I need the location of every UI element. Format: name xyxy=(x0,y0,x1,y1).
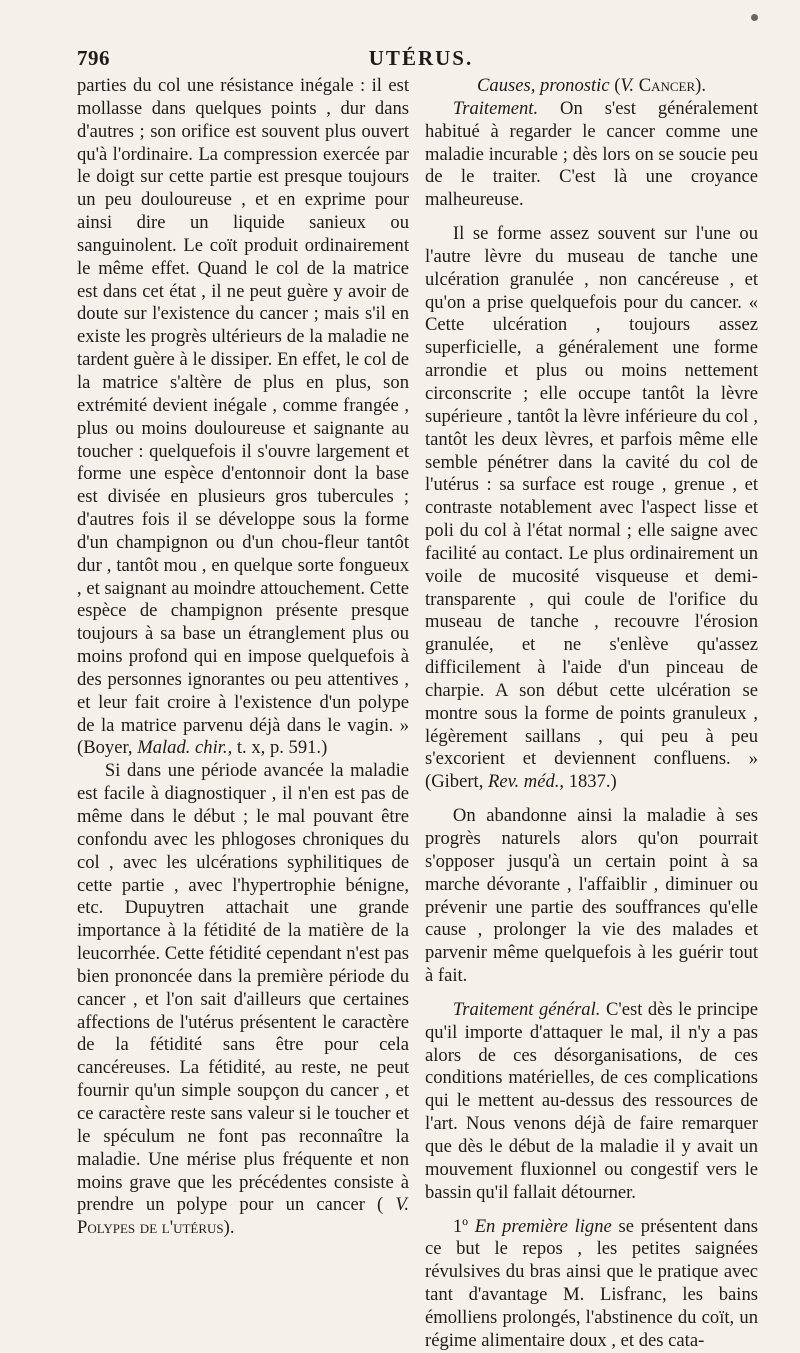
citation-rest: , t. x, p. 591.) xyxy=(227,737,328,759)
citation-title: Malad. chir. xyxy=(137,737,228,759)
traitement-general-heading: Traitement général. xyxy=(452,998,601,1020)
citation-rest: , 1837.) xyxy=(559,771,617,793)
ink-speck xyxy=(751,14,758,21)
paragraph-ulceration xyxy=(425,223,758,794)
citation-title: Rev. méd. xyxy=(488,771,560,793)
paragraph-text: se présentent dans ce but le repos , les petites saignées révulsives du bras ainsi que le pratique avec tant d'avantage M. Lisfranc, les bains émolliens prolongés, l'abstinence du coït, un régime alimentaire doux , et des cata- xyxy=(425,1215,758,1351)
causes-ref-v: V. xyxy=(620,75,635,96)
paragraph-first-line xyxy=(425,1216,758,1353)
paragraph-text: On abandonne ainsi la maladie à ses progrès naturels alors qu'on pourrait s'opposer jusqu'à un certain point à sa marche dévorante , l'affaiblir , diminuer ou prévenir une partie des souffrances qu'elle cause , prolonger la vie des malades et parvenir même quelquefois à les guérir tout à fait. xyxy=(425,805,758,987)
page-header xyxy=(77,46,765,74)
causes-line xyxy=(425,75,758,98)
traitement-heading: Traitement. xyxy=(452,97,539,119)
paragraph-traitement xyxy=(425,98,758,212)
left-column xyxy=(77,75,409,1240)
paragraph-continued xyxy=(77,75,409,760)
see-also-target: Polypes de l'utérus xyxy=(77,1217,224,1239)
causes-ref-close: ). xyxy=(695,75,706,96)
paragraph-traitement-general xyxy=(425,999,758,1205)
causes-ref-open: ( xyxy=(609,75,621,96)
paragraph-text: Si dans une période avancée la maladie est facile à diagnostiquer , il n'en est pas de même dans le début ; le mal pouvant être confondu avec les phlogoses chroniques du col , avec les ulcérations syphilitiques de cette partie , avec l'hypertrophie bénigne, etc. Dupuytren attachait une grande importance à la fétidité de la matière de la leucorrhée. Cette fétidité cependant n'est pas bien prononcée dans la première période du cancer , et l'on sait d'ailleurs que certaines affections de l'utérus présentent le caractère de la fétidité sans être pour cela cancéreuses. La fétidité, au reste, ne peut fournir qu'un simple soupçon du cancer , et ce caractère reste sans valeur si le toucher et le spéculum ne font pas reconnaître la maladie. Une mérise plus fréquente et non moins grave que les précédentes consiste à prendre un polype pour un cancer ( xyxy=(77,760,409,1216)
running-title: UTÉRUS. xyxy=(368,46,474,70)
causes-ref-target: Cancer xyxy=(638,75,696,96)
paragraph-text: parties du col une résistance inégale : il est mollasse dans quelques points , dur dans d'autres ; son orifice est souvent plus ouvert qu'à l'ordinaire. La compression exercée par le doigt sur cette partie est presque toujours un peu douloureuse , et en exprime pour ainsi dire un liquide sanieux ou sanguinolent. Le coït produit ordinairement le même effet. Quand le col de la matrice est dans cet état , il ne peut guère y avoir de doute sur l'existence du cancer ; mais s'il en existe les progrès ultérieurs de la maladie ne tardent guère à le dissiper. En effet, le col de la matrice s'altère de plus en plus, son extrémité devient inégale , comme frangée , plus ou moins douloureuse et saignante au toucher : quelquefois il s'ouvre largement et forme une espèce d'entonnoir dont la base est divisée en plusieurs gros tubercules ; d'autres fois il se développe sous la forme d'un champignon ou d'un chou-fleur tantôt dur , tantôt mou , en quelque sorte fongueux , et saignant au moindre attouchement. Cette espèce de champignon présente presque toujours à sa base un étranglement plus ou moins profond qui en impose quelquefois à des personnes ignorantes ou peu attentives , et leur fait croire à l'existence d'un polype de la matrice parvenu déjà dans le vagin. » (Boyer, xyxy=(77,75,409,759)
paragraph-end: ). xyxy=(223,1217,235,1239)
paragraph-text: Il se forme assez souvent sur l'une ou l'autre lèvre du museau de tanche une ulcération granulée , non cancéreuse , et qu'on a prise quelquefois pour du cancer. « Cette ulcération , toujours assez superficielle, a généralement une forme arrondie et plus ou moins nettement circonscrite ; elle occupe tantôt la lèvre supérieure , tantôt la lèvre inférieure du col , tantôt les deux lèvres, et parfois même elle semble pénétrer dans la cavité du col de l'utérus : sa surface est rouge , grenue , et contraste notablement avec l'aspect lisse et poli du col à l'état normal ; elle saigne avec facilité au contact. Le plus ordinairement un voile de mucosité visqueuse et demi-transparente , qui coule de l'orifice du museau de tanche , recouvre l'érosion granulée, et ne s'enlève qu'assez difficilement à l'aide d'un pinceau de charpie. A son début cette ulcération se montre sous la forme de points granuleux , légèrement saillans , qui peu à peu s'excorient et deviennent confluens. » (Gibert, xyxy=(425,223,758,793)
list-number: 1º xyxy=(452,1215,468,1237)
paragraph-abandon xyxy=(425,805,758,988)
causes-heading: Causes, pronostic xyxy=(477,75,610,96)
first-line-heading: En première ligne xyxy=(474,1215,612,1237)
right-column xyxy=(425,75,758,1353)
paragraph-diagnosis xyxy=(77,760,409,1240)
see-also-v: V. xyxy=(395,1194,409,1216)
page-number: 796 xyxy=(77,46,110,70)
paragraph-text: On s'est généralement habitué à regarder le cancer comme une maladie incurable ; dès lors on se soucie peu de le traiter. C'est là une croyance malheureuse. xyxy=(425,97,758,211)
paragraph-text: C'est dès le principe qu'il importe d'attaquer le mal, il n'y a pas alors de ces désorganisations, de ces conditions matérielles, de ces complications qui le mettent au-dessus des ressources de l'art. Nous venons déjà de faire remarquer que dès le début de la maladie il y avait un mouvement fluxionnel ou congestif vers le bassin qu'il fallait détourner. xyxy=(425,998,759,1203)
